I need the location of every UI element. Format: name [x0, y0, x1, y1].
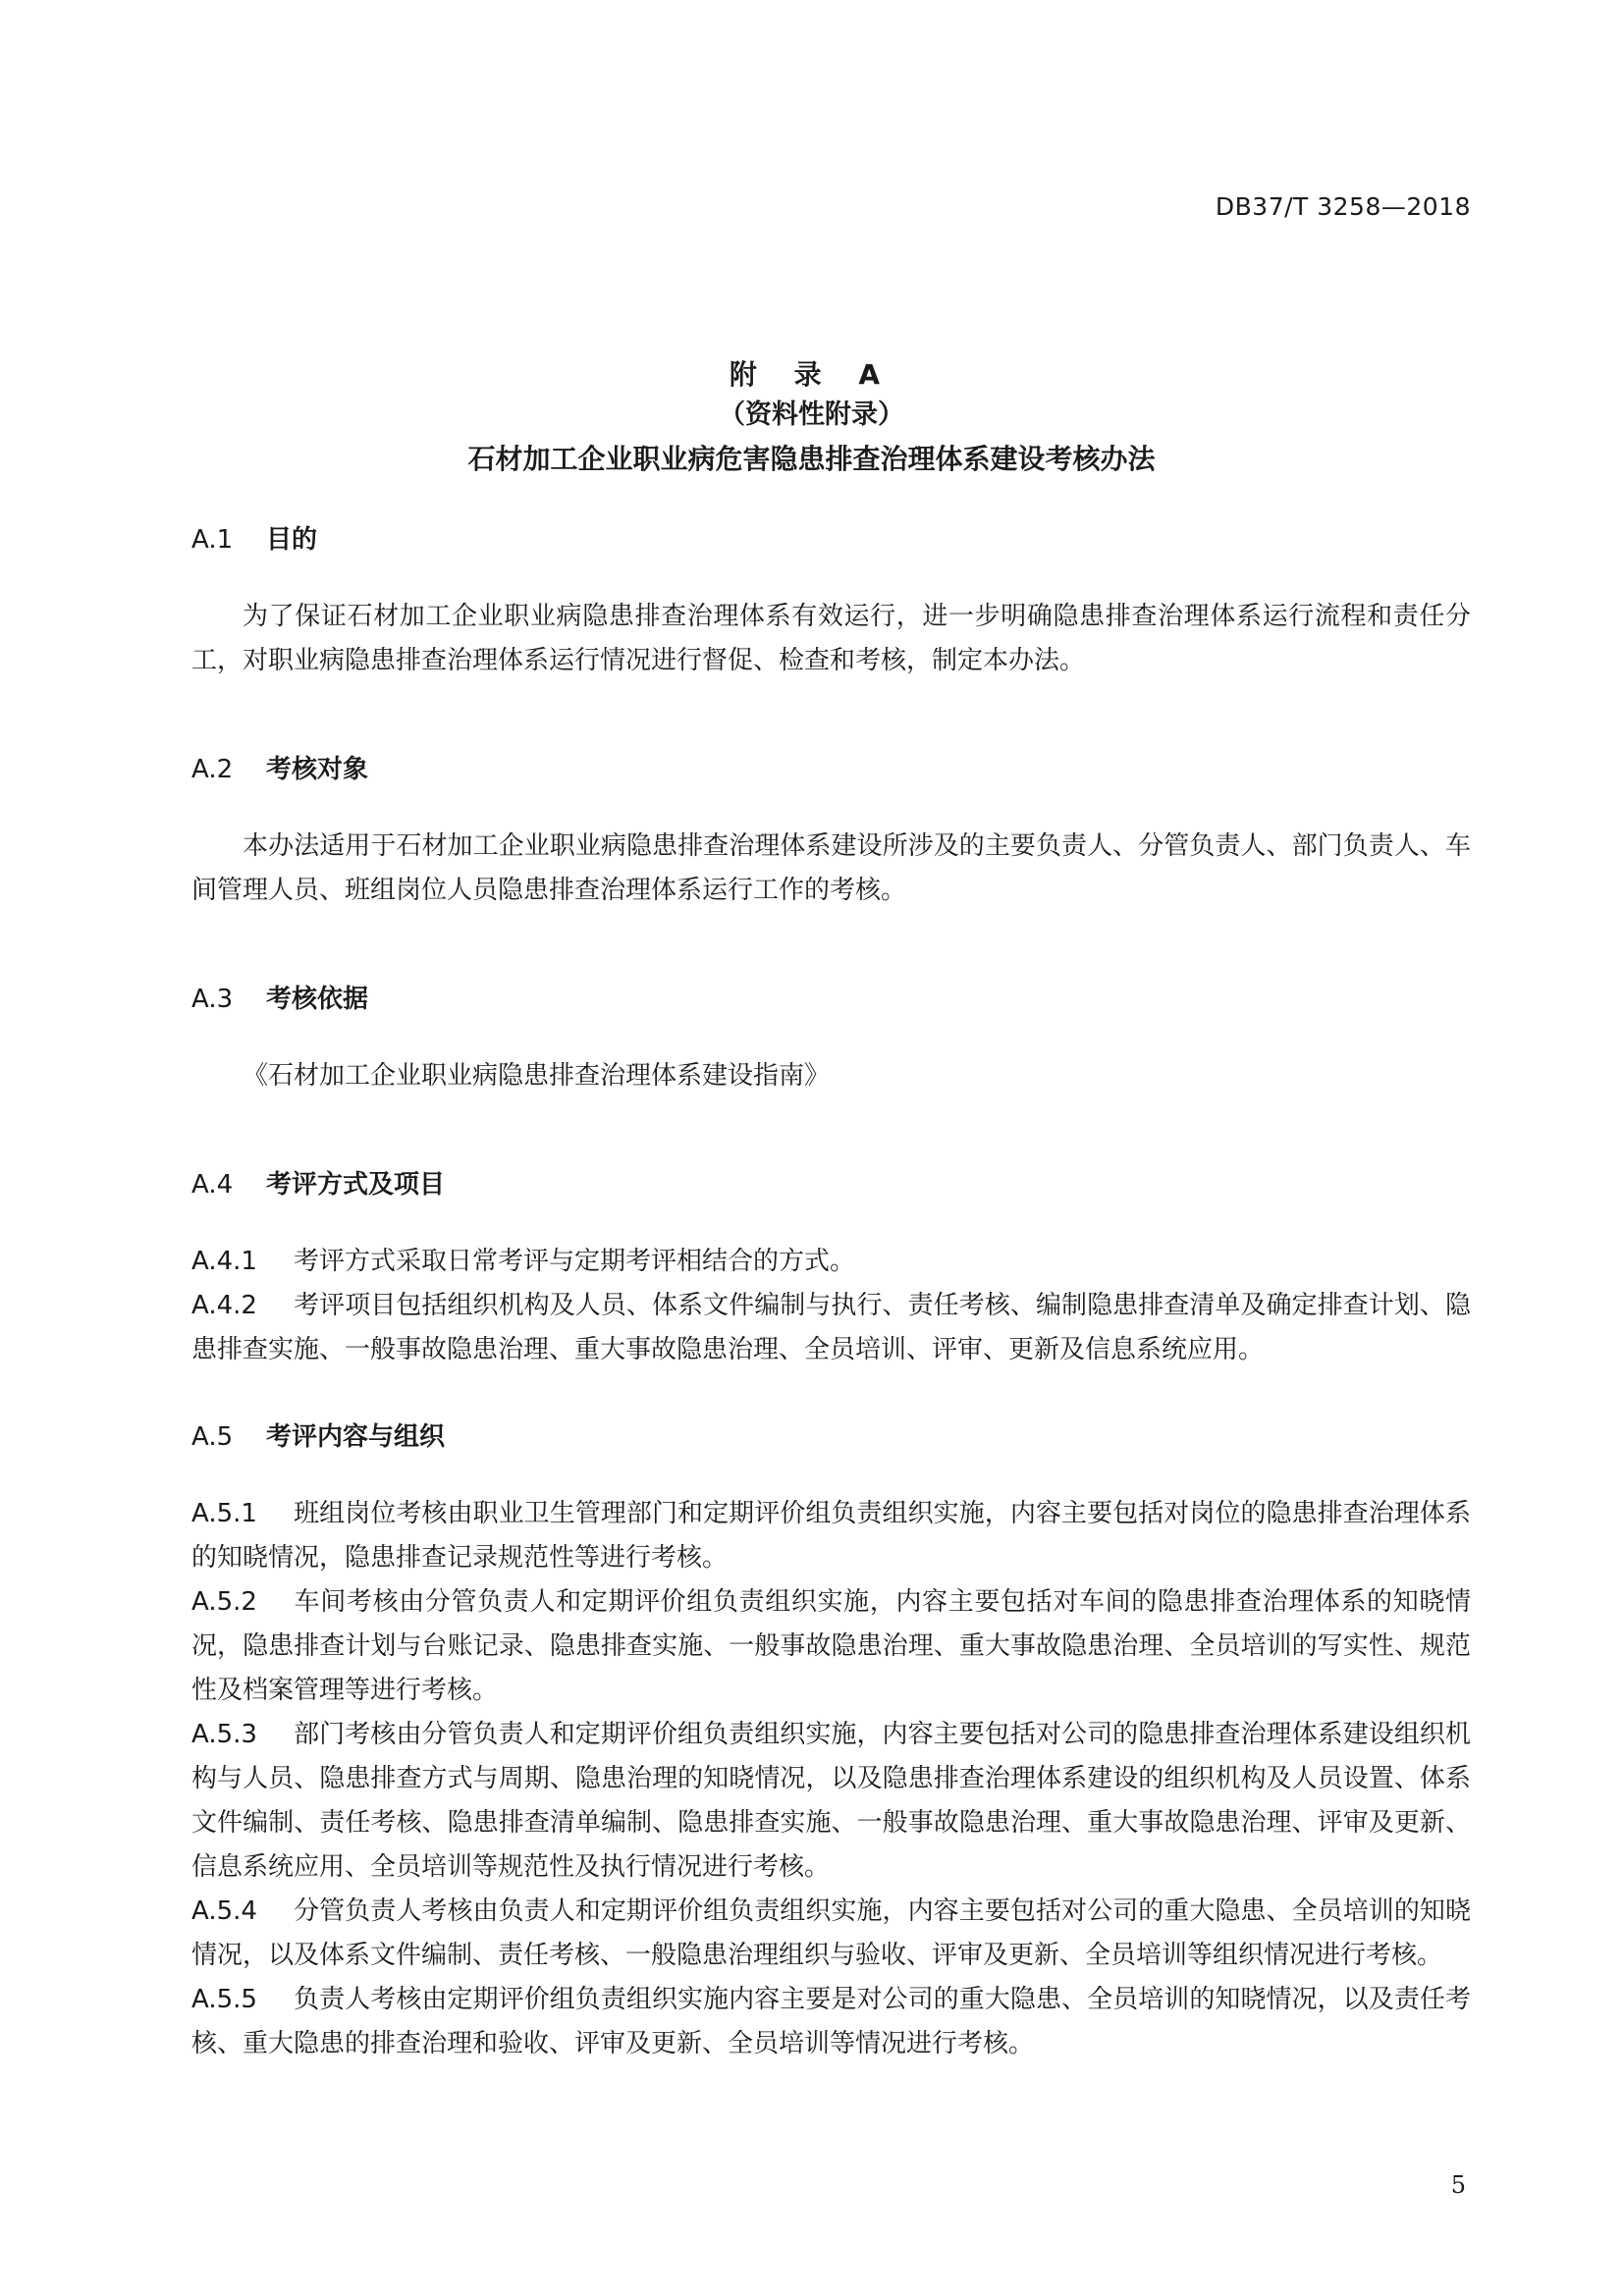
clause-a5-4 — [191, 1890, 1471, 1978]
appendix-title: 石材加工企业职业病危害隐患排查治理体系建设考核办法 — [467, 443, 1156, 475]
clause-a4-2 — [191, 1284, 1471, 1372]
section-heading-a1 — [191, 518, 1471, 561]
section-number: A.1 — [191, 525, 234, 555]
section-number: A.2 — [191, 755, 234, 784]
clause-number: A.5.3 — [191, 1720, 257, 1749]
clause-a5-2 — [191, 1580, 1471, 1713]
document-body — [191, 518, 1471, 2066]
section-paragraph-a3: 《石材加工企业职业病隐患排查治理体系建设指南》 — [243, 1061, 831, 1091]
section-title: 考核对象 — [266, 755, 369, 784]
section-title: 考评内容与组织 — [266, 1422, 446, 1452]
clause-text: 班组岗位考核由职业卫生管理部门和定期评价组负责组织实施，内容主要包括对岗位的隐患排查治理体系的知晓情况，隐患排查记录规范性等进行考核。 — [191, 1499, 1471, 1573]
section-number: A.3 — [191, 985, 234, 1014]
clause-a5-5 — [191, 1978, 1471, 2066]
section-heading-a5 — [191, 1415, 1471, 1459]
clause-text: 分管负责人考核由负责人和定期评价组负责组织实施，内容主要包括对公司的重大隐患、全员培训的知晓情况，以及体系文件编制、责任考核、一般隐患治理组织与验收、评审及更新、全员培训等组织情况进行考核。 — [191, 1896, 1471, 1970]
section-title: 考评方式及项目 — [266, 1170, 446, 1200]
appendix-type: （资料性附录） — [719, 400, 904, 430]
clause-number: A.5.4 — [191, 1896, 257, 1926]
clause-number: A.4.1 — [191, 1247, 257, 1276]
section-heading-a2 — [191, 748, 1471, 791]
section-heading-a3 — [191, 978, 1471, 1021]
clause-number: A.4.2 — [191, 1291, 257, 1320]
section-heading-a4 — [191, 1163, 1471, 1206]
section-paragraph-a1: 为了保证石材加工企业职业病隐患排查治理体系有效运行，进一步明确隐患排查治理体系运行流程和责任分工，对职业病隐患排查治理体系运行情况进行督促、检查和考核，制定本办法。 — [191, 602, 1471, 675]
clause-text: 负责人考核由定期评价组负责组织实施内容主要是对公司的重大隐患、全员培训的知晓情况，以及责任考核、重大隐患的排查治理和验收、评审及更新、全员培训等情况进行考核。 — [191, 1985, 1471, 2058]
clause-text: 部门考核由分管负责人和定期评价组负责组织实施，内容主要包括对公司的隐患排查治理体系建设组织机构与人员、隐患排查方式与周期、隐患治理的知晓情况，以及隐患排查治理体系建设的组织机构及人员设置、体系文件编制、责任考核、隐患排查清单编制、隐患排查实施、一般事故隐患治理、重大事故隐患治理、评审及更新、信息系统应用、全员培训等规范性及执行情况进行考核。 — [191, 1720, 1471, 1882]
clause-text: 考评方式采取日常考评与定期考评相结合的方式。 — [294, 1247, 856, 1276]
section-title: 目的 — [266, 525, 318, 555]
clause-number: A.5.2 — [191, 1587, 257, 1617]
document-code: DB37/T 3258—2018 — [1215, 192, 1471, 221]
clause-number: A.5.5 — [191, 1985, 257, 2014]
appendix-label: 附 录 A — [729, 358, 894, 391]
clause-a5-3 — [191, 1713, 1471, 1890]
section-number: A.5 — [191, 1422, 234, 1452]
clause-a4-1 — [191, 1240, 1471, 1284]
section-paragraph-a2: 本办法适用于石材加工企业职业病隐患排查治理体系建设所涉及的主要负责人、分管负责人、部门负责人、车间管理人员、班组岗位人员隐患排查治理体系运行工作的考核。 — [191, 831, 1471, 905]
clause-text: 车间考核由分管负责人和定期评价组负责组织实施，内容主要包括对车间的隐患排查治理体系的知晓情况，隐患排查计划与台账记录、隐患排查实施、一般事故隐患治理、重大事故隐患治理、全员培训的写实性、规范性及档案管理等进行考核。 — [191, 1587, 1471, 1705]
section-title: 考核依据 — [266, 985, 369, 1014]
clause-a5-1 — [191, 1492, 1471, 1580]
clause-number: A.5.1 — [191, 1499, 257, 1528]
clause-text: 考评项目包括组织机构及人员、体系文件编制与执行、责任考核、编制隐患排查清单及确定排查计划、隐患排查实施、一般事故隐患治理、重大事故隐患治理、全员培训、评审、更新及信息系统应用。 — [191, 1291, 1471, 1364]
page-number: 5 — [1450, 2171, 1466, 2199]
section-number: A.4 — [191, 1170, 234, 1200]
